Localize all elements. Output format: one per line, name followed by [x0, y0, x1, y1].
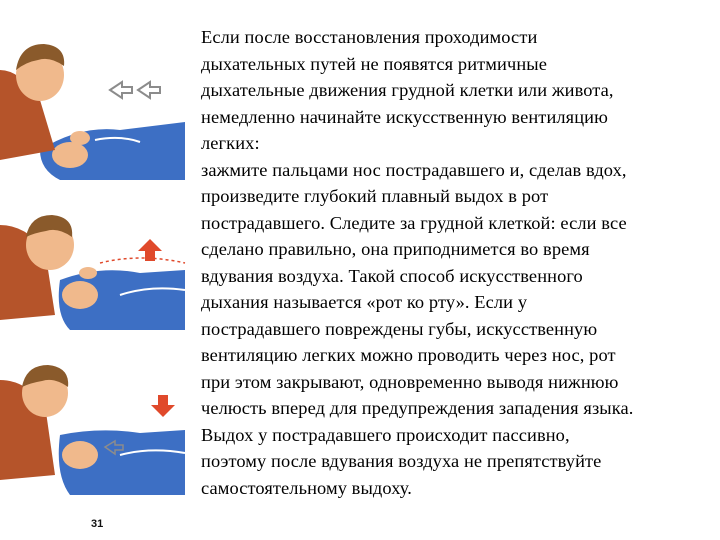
illustration-svg	[0, 30, 190, 518]
page-number: 31	[91, 518, 104, 530]
panel-head-tilt	[0, 30, 190, 190]
panel-rescue-breath	[0, 215, 185, 330]
rescuer-hand	[70, 131, 90, 145]
victim-face	[62, 281, 98, 309]
panel-passive-exhale	[0, 365, 185, 495]
victim-face	[62, 441, 98, 469]
solid-arrow-up-icon	[138, 239, 162, 261]
solid-arrow-down-icon	[151, 395, 175, 417]
chest-rise-line	[100, 258, 185, 263]
victim-face	[52, 142, 88, 168]
rescuer-hand	[79, 267, 97, 279]
first-aid-illustration	[0, 30, 190, 530]
instruction-text: Если после восстановления проходимости дыхательных путей не появятся ритмичные дыхательные движения грудной клетки или живота, немедленно начинайте искусственную вентиляцию легких: зажмите пальцами нос пострадавшего и, сделав вдох, произведите глубокий плавный выдох в рот пострадавшего. Следите за грудной клеткой: если все сделано правильно, она приподнимется во время вдувания воздуха. Такой способ искусственного дыхания называется «рот ко рту». Если у пострадавшего повреждены губы, искусственную вентиляцию легких можно проводить через нос, рот при этом закрывают, одновременно выводя нижнюю челюсть вперед для предупреждения западения языка. Выдох у пострадавшего происходит пассивно, поэтому после вдувания воздуха не препятствуйте самостоятельному выдоху.	[201, 27, 634, 498]
